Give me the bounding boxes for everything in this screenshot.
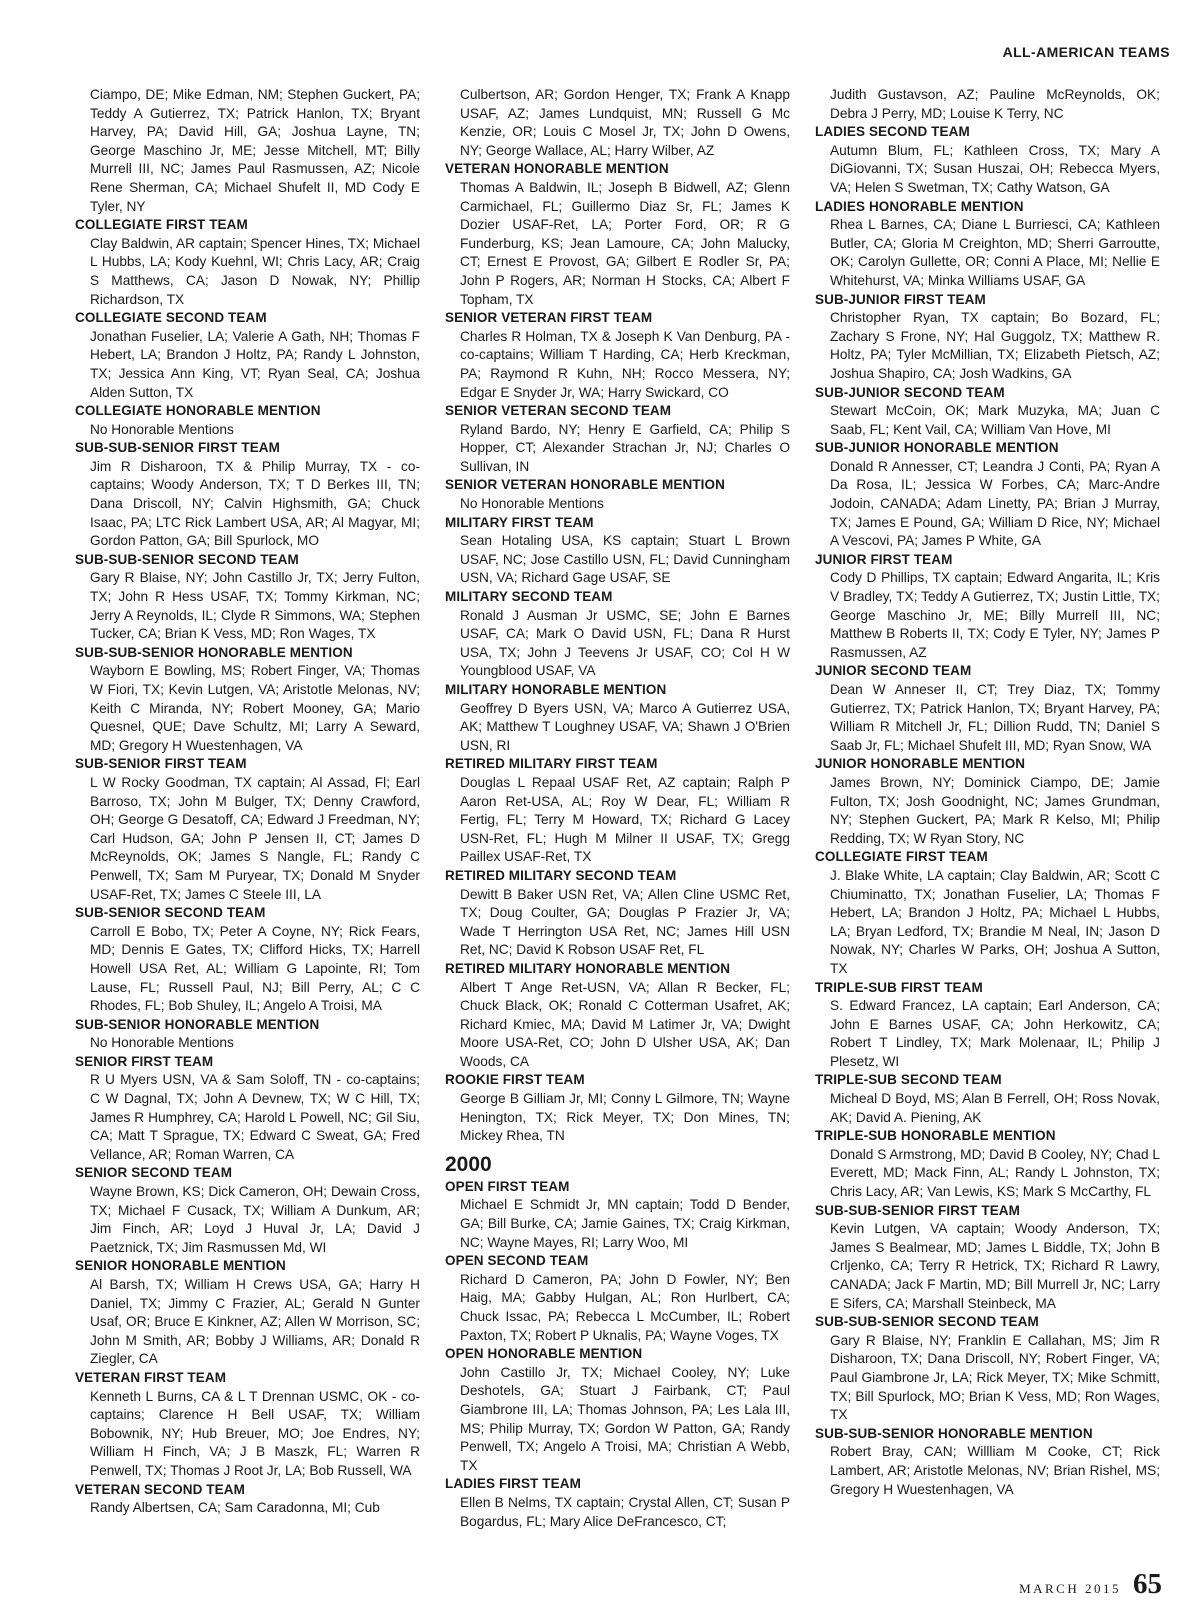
team-heading: VETERAN FIRST TEAM — [75, 1369, 227, 1385]
team-roster: Jim R Disharoon, TX & Philip Murray, TX - co-captains; Woody Anderson, TX; T D Berkes III, TN; Dana Driscoll, NY; Calvin Highsmith, GA; Chuck Isaac, PA; LTC Rick Lambert USA, AR; Al Magyar, MI; Gordon Patton, GA; Bill Spurlock, MO — [90, 458, 420, 549]
team-roster: Geoffrey D Byers USN, VA; Marco A Gutierrez USA, AK; Matthew T Loughney USAF, VA; Shawn J O'Brien USN, RI — [460, 700, 790, 753]
team-roster: Micheal D Boyd, MS; Alan B Ferrell, OH; Ross Novak, AK; David A. Piening, AK — [830, 1091, 1160, 1125]
text-column-2 — [445, 86, 790, 1531]
team-roster: Judith Gustavson, AZ; Pauline McReynolds, OK; Debra J Perry, MD; Louise K Terry, NC — [830, 87, 1160, 121]
team-roster: Thomas A Baldwin, IL; Joseph B Bidwell, AZ; Glenn Carmichael, FL; Guillermo Diaz Sr, FL; James K Dozier USAF-Ret, LA; Porter Ford, OR; R G Funderburg, KS; Jean Lamoure, CA; John Malucky, CT; Ernest E Provost, GA; Gilbert E Rodler Sr, PA; John P Rogers, AR; Norman H Stocks, CA; Albert F Topham, TX — [460, 179, 790, 307]
team-heading: COLLEGIATE HONORABLE MENTION — [75, 403, 321, 419]
team-heading: COLLEGIATE FIRST TEAM — [815, 849, 988, 865]
team-heading: OPEN SECOND TEAM — [445, 1253, 589, 1269]
team-heading: LADIES FIRST TEAM — [445, 1476, 581, 1492]
team-roster: Stewart McCoin, OK; Mark Muzyka, MA; Juan C Saab, FL; Kent Vail, CA; William Van Hove, MI — [830, 403, 1160, 437]
issue-date: MARCH 2015 — [1019, 1581, 1121, 1596]
team-roster: Sean Hotaling USA, KS captain; Stuart L Brown USAF, NC; Jose Castillo USN, FL; David Cunningham USN, VA; Richard Gage USAF, SE — [460, 533, 790, 586]
team-roster: No Honorable Mentions — [90, 1035, 234, 1051]
team-roster: Cody D Phillips, TX captain; Edward Angarita, IL; Kris V Bradley, TX; Teddy A Gutierrez, TX; Justin Little, TX; George Maschino Jr, ME; Billy Murrell III, NC; Matthew B Roberts II, TX; Cody E Tyler, NY; James P Rasmussen, AZ — [830, 570, 1160, 660]
team-heading: RETIRED MILITARY HONORABLE MENTION — [445, 960, 731, 976]
team-roster: Al Barsh, TX; William H Crews USA, GA; Harry H Daniel, TX; Jimmy C Frazier, AL; Gerald N Gunter Usaf, OR; Bruce E Kinkner, AZ; Allen W Morrison, SC; John M Smith, AR; Bobby J Williams, AR; Donald R Ziegler, CA — [90, 1277, 420, 1367]
team-heading: SENIOR VETERAN HONORABLE MENTION — [445, 477, 725, 493]
team-roster: S. Edward Francez, LA captain; Earl Anderson, CA; John E Barnes USAF, CA; John Herkowitz, CA; Robert T Lindley, TX; Mark Molenaar, IL; Philip J Plesetz, WI — [830, 998, 1160, 1069]
team-roster: Robert Bray, CAN; Willliam M Cooke, CT; Rick Lambert, AR; Aristotle Melonas, NV; Brian Rishel, MS; Gregory H Wuestenhagen, VA — [830, 1444, 1160, 1497]
page-footer — [1019, 1568, 1162, 1601]
team-roster: J. Blake White, LA captain; Clay Baldwin, AR; Scott C Chiuminatto, TX; Jonathan Fuselier, LA; Thomas F Hebert, LA; Brandon J Holtz, PA; Michael L Hubbs, LA; Bryan Ledford, TX; Brandie M Neal, IN; Jason D Nowak, NY; Charles W Parks, OH; Joshua A Sutton, TX — [830, 867, 1160, 976]
year-heading: 2000 — [445, 1152, 492, 1176]
page-number: 65 — [1133, 1568, 1162, 1600]
team-heading: SUB-SENIOR SECOND TEAM — [75, 905, 266, 921]
team-heading: TRIPLE-SUB HONORABLE MENTION — [815, 1128, 1056, 1144]
team-heading: LADIES SECOND TEAM — [815, 124, 970, 140]
team-roster: Ellen B Nelms, TX captain; Crystal Allen, CT; Susan P Bogardus, FL; Mary Alice DeFrancesco, CT; — [460, 1494, 790, 1529]
team-heading: LADIES HONORABLE MENTION — [815, 198, 1024, 214]
team-roster: No Honorable Mentions — [460, 496, 604, 512]
team-roster: Richard D Cameron, PA; John D Fowler, NY; Ben Haig, MA; Gabby Hulgan, AL; Ron Hurlbert, CA; Chuck Issac, PA; Rebecca L McCumber, IL; Robert Paxton, TX; Robert P Uknalis, PA; Wayne Voges, TX — [460, 1271, 790, 1343]
team-roster: Wayborn E Bowling, MS; Robert Finger, VA; Thomas W Fiori, TX; Kevin Lutgen, VA; Aristotle Melonas, NV; Keith C Miranda, NY; Robert Mooney, GA; Mario Quesnel, QUE; Dave Schultz, MI; Larry A Seward, MD; Gregory H Wuestenhagen, VA — [90, 663, 420, 753]
team-heading: SENIOR FIRST TEAM — [75, 1053, 214, 1069]
team-heading: SENIOR HONORABLE MENTION — [75, 1258, 286, 1274]
team-heading: SUB-JUNIOR FIRST TEAM — [815, 291, 986, 307]
team-heading: SUB-JUNIOR SECOND TEAM — [815, 384, 1005, 400]
team-heading: COLLEGIATE SECOND TEAM — [75, 310, 267, 326]
team-roster: Autumn Blum, FL; Kathleen Cross, TX; Mary A DiGiovanni, TX; Susan Huszai, OH; Rebecca Myers, VA; Helen S Swetman, TX; Cathy Watson, GA — [830, 142, 1160, 195]
team-roster: Randy Albertsen, CA; Sam Caradonna, MI; Cub — [90, 1500, 380, 1516]
team-heading: RETIRED MILITARY FIRST TEAM — [445, 756, 658, 772]
team-heading: VETERAN SECOND TEAM — [75, 1481, 245, 1497]
team-roster: Wayne Brown, KS; Dick Cameron, OH; Dewain Cross, TX; Michael F Cusack, TX; William A Dunkum, AR; Jim Finch, AR; Loyd J Huval Jr, LA; David J Paetznick, TX; Jim Rasmussen Md, WI — [90, 1184, 420, 1255]
team-heading: OPEN FIRST TEAM — [445, 1178, 570, 1194]
team-roster: Christopher Ryan, TX captain; Bo Bozard, FL; Zachary S Frone, NY; Hal Guggolz, TX; Matthew R. Holtz, PA; Tyler McMillian, TX; Elizabeth Pietsch, AZ; Joshua Shapiro, CA; Josh Wadkins, GA — [830, 310, 1160, 381]
team-roster: Clay Baldwin, AR captain; Spencer Hines, TX; Michael L Hubbs, LA; Kody Kuehnl, WI; Chris Lacy, AR; Craig S Matthews, CA; Jason D Nowak, NY; Phillip Richardson, TX — [90, 235, 420, 307]
team-roster: Douglas L Repaal USAF Ret, AZ captain; Ralph P Aaron Ret-USA, AL; Roy W Dear, FL; William R Fertig, FL; Terry M Howard, TX; Richard G Lacey USN-Ret, FL; Hugh M Milner II USAF, TX; Gregg Paillex USAF-Ret, TX — [460, 774, 790, 865]
team-heading: RETIRED MILITARY SECOND TEAM — [445, 867, 677, 883]
running-header: ALL-AMERICAN TEAMS — [1002, 44, 1170, 60]
team-heading: MILITARY HONORABLE MENTION — [445, 682, 667, 697]
team-roster: Ryland Bardo, NY; Henry E Garfield, CA; Philip S Hopper, CT; Alexander Strachan Jr, NJ; Charles O Sullivan, IN — [460, 421, 790, 474]
team-roster: Gary R Blaise, NY; John Castillo Jr, TX; Jerry Fulton, TX; John R Hess USAF, TX; Tommy Kirkman, NC; Jerry A Reynolds, IL; Clyde R Simmons, WA; Stephen Tucker, CA; Brian K Vess, MD; Ron Wages, TX — [90, 570, 420, 642]
team-roster: Gary R Blaise, NY; Franklin E Callahan, MS; Jim R Disharoon, TX; Dana Driscoll, NY; Robert Finger, VA; Paul Giambrone Jr, LA; Rick Meyer, TX; Mike Schmitt, TX; Bill Spurlock, MO; Brian K Vess, MD; Ron Wages, TX — [830, 1332, 1160, 1423]
text-column-1 — [75, 86, 420, 1518]
team-heading: TRIPLE-SUB SECOND TEAM — [815, 1072, 1002, 1088]
team-roster: Donald S Armstrong, MD; David B Cooley, NY; Chad L Everett, MD; Mack Finn, AL; Randy L Johnston, TX; Chris Lacy, AR; Van Lewis, KS; Mark S McCarthy, FL — [830, 1146, 1160, 1200]
team-heading: SENIOR SECOND TEAM — [75, 1165, 233, 1181]
team-heading: SUB-JUNIOR HONORABLE MENTION — [815, 440, 1059, 456]
team-heading: MILITARY FIRST TEAM — [445, 514, 594, 530]
team-roster: R U Myers USN, VA & Sam Soloff, TN - co-captains; C W Dagnal, TX; John A Devnew, TX; W C Hill, TX; James R Humphrey, CA; Harold L Powell, NC; Gil Siu, CA; Matt T Sprague, TX; Edward C Sweat, GA; Fred Vellance, AR; Roman Warren, CA — [90, 1072, 420, 1162]
team-heading: SENIOR VETERAN SECOND TEAM — [445, 403, 672, 419]
team-roster: No Honorable Mentions — [90, 421, 234, 437]
team-heading: SUB-SUB-SENIOR FIRST TEAM — [815, 1202, 1020, 1218]
team-heading: MILITARY SECOND TEAM — [445, 589, 613, 605]
team-heading: SUB-SUB-SENIOR HONORABLE MENTION — [75, 644, 353, 660]
team-roster: Michael E Schmidt Jr, MN captain; Todd D Bender, GA; Bill Burke, CA; Jamie Gaines, TX; Craig Kirkman, NC; Wayne Mayes, RI; Larry Woo, MI — [460, 1197, 790, 1250]
team-roster: James Brown, NY; Dominick Ciampo, DE; Jamie Fulton, TX; Josh Goodnight, NC; James Grundman, NY; Stephen Guckert, PA; Mark R Kelso, MI; Philip Redding, TX; W Ryan Story, NC — [830, 774, 1160, 846]
team-roster: Jonathan Fuselier, LA; Valerie A Gath, NH; Thomas F Hebert, LA; Brandon J Holtz, PA; Randy L Johnston, TX; Jessica Ann King, VT; Ryan Seal, CA; Joshua Alden Sutton, TX — [90, 328, 420, 400]
team-heading: SUB-SUB-SENIOR FIRST TEAM — [75, 440, 280, 456]
team-heading: SENIOR VETERAN FIRST TEAM — [445, 310, 653, 326]
team-roster: Dewitt B Baker USN Ret, VA; Allen Cline USMC Ret, TX; Doug Coulter, GA; Douglas P Frazier Jr, VA; Wade T Herrington USA Ret, NC; James Hill USN Ret, NC; David K Robson USAF Ret, FL — [460, 886, 790, 958]
team-heading: SUB-SENIOR FIRST TEAM — [75, 756, 247, 772]
text-column-3 — [815, 86, 1160, 1499]
team-roster: Donald R Annesser, CT; Leandra J Conti, PA; Ryan A Da Rosa, IL; Jessica W Forbes, CA; Marc-Andre Jodoin, CANADA; Adam Linetty, PA; Brian J Murray, TX; James E Pound, GA; William D Rice, NY; Michael A Vescovi, PA; James P White, GA — [830, 458, 1160, 549]
team-heading: JUNIOR HONORABLE MENTION — [815, 756, 1026, 772]
team-heading: VETERAN HONORABLE MENTION — [445, 161, 669, 177]
team-roster: John Castillo Jr, TX; Michael Cooley, NY; Luke Deshotels, GA; Stuart J Fairbank, CT; Paul Giambrone III, LA; Thomas Johnson, PA; Les Lala III, MS; Philip Murray, TX; Gordon W Patton, GA; Randy Penwell, TX; Angelo A Troisi, MA; Christian A Webb, TX — [460, 1364, 790, 1473]
team-roster: Carroll E Bobo, TX; Peter A Coyne, NY; Rick Fears, MD; Dennis E Gates, TX; Clifford Hicks, TX; Harrell Howell USA Ret, AL; William G Lapointe, RI; Tom Lause, FL; Russell Paul, NJ; Bill Perry, AL; C C Rhodes, FL; Bob Shuley, IL; Angelo A Troisi, MA — [90, 923, 420, 1014]
team-heading: SUB-SENIOR HONORABLE MENTION — [75, 1016, 320, 1032]
team-roster: Albert T Ange Ret-USN, VA; Allan R Becker, FL; Chuck Black, OK; Ronald C Cotterman Usafret, AK; Richard Kmiec, MA; David M Latimer Jr, VA; Dwight Moore USA-Ret, CO; John D Ulsher USA, AK; Dan Woods, CA — [460, 979, 790, 1069]
team-heading: SUB-SUB-SENIOR SECOND TEAM — [815, 1314, 1039, 1330]
team-roster: George B Gilliam Jr, MI; Conny L Gilmore, TN; Wayne Henington, TX; Rick Meyer, TX; Don Mines, TN; Mickey Rhea, TN — [460, 1091, 790, 1144]
team-roster: Kevin Lutgen, VA captain; Woody Anderson, TX; James S Bealmear, MD; James L Biddle, TX; John B Crljenko, CA; Terry R Hetrick, TX; Richard R Lawry, CANADA; Jack F Martin, MD; Bill Murrell Jr, NC; Larry E Sifers, CA; Marshall Steinbeck, MA — [830, 1221, 1160, 1311]
team-roster: Charles R Holman, TX & Joseph K Van Denburg, PA - co-captains; William T Harding, CA; Herb Kreckman, PA; Raymond R Kuhn, NH; Rocco Messera, NY; Edgar E Snyder Jr, WA; Harry Swickard, CO — [460, 328, 790, 400]
team-roster: Kenneth L Burns, CA & L T Drennan USMC, OK - co-captains; Clarence H Bell USAF, TX; William Bobownik, NY; Hub Breuer, MO; Joe Endres, NY; William H Finch, VA; J B Maszk, FL; Warren R Penwell, TX; Thomas J Root Jr, LA; Bob Russell, WA — [90, 1388, 420, 1478]
team-roster: Rhea L Barnes, CA; Diane L Burriesci, CA; Kathleen Butler, CA; Gloria M Creighton, MD; Sherri Garroutte, OK; Carolyn Gullette, OR; Conni A Place, MI; Nellie E Whitehurst, VA; Minka Williams USAF, GA — [830, 217, 1160, 288]
team-roster: L W Rocky Goodman, TX captain; Al Assad, Fl; Earl Barroso, TX; John M Bulger, TX; Denny Crawford, OH; George G Desatoff, CA; Edward J Freedman, NY; Carl Hudson, GA; John P Jensen II, CT; James D McReynolds, OK; James S Nangle, FL; Randy C Penwell, TX; Sam M Puryear, TX; Donald M Snyder USAF-Ret, TX; James C Steele III, LA — [90, 774, 420, 902]
team-heading: OPEN HONORABLE MENTION — [445, 1346, 643, 1362]
team-heading: SUB-SUB-SENIOR HONORABLE MENTION — [815, 1425, 1093, 1441]
team-roster: Ciampo, DE; Mike Edman, NM; Stephen Guckert, PA; Teddy A Gutierrez, TX; Patrick Hanlon, TX; Bryant Harvey, PA; David Hill, GA; Joshua Layne, TN; George Maschino Jr, ME; Jesse Mitchell, MT; Billy Murrell III, NC; James Paul Rasmussen, AZ; Nicole Rene Sherman, CA; Michael Shufelt II, MD Cody E Tyler, NY — [90, 87, 420, 214]
team-heading: COLLEGIATE FIRST TEAM — [75, 217, 248, 233]
team-heading: TRIPLE-SUB FIRST TEAM — [815, 979, 983, 995]
team-heading: JUNIOR SECOND TEAM — [815, 663, 972, 679]
team-roster: Dean W Anneser II, CT; Trey Diaz, TX; Tommy Gutierrez, TX; Patrick Hanlon, TX; Bryant Harvey, PA; William R Mitchell Jr, FL; Dillion Rudd, TN; Daniel S Saab Jr, FL; Michael Shufelt III, MD; Ryan Snow, WA — [830, 682, 1160, 753]
team-heading: SUB-SUB-SENIOR SECOND TEAM — [75, 551, 299, 567]
team-heading: ROOKIE FIRST TEAM — [445, 1072, 585, 1088]
team-heading: JUNIOR FIRST TEAM — [815, 551, 953, 567]
team-roster: Culbertson, AR; Gordon Henger, TX; Frank A Knapp USAF, AZ; James Lundquist, MN; Russell G Mc Kenzie, OR; Louis C Mosel Jr, TX; John D Owens, NY; George Wallace, AL; Harry Wilber, AZ — [460, 87, 790, 158]
team-roster: Ronald J Ausman Jr USMC, SE; John E Barnes USAF, CA; Mark O David USN, FL; Dana R Hurst USA, TX; John J Teevens Jr USAF, CO; Col H W Youngblood USAF, VA — [460, 607, 790, 679]
